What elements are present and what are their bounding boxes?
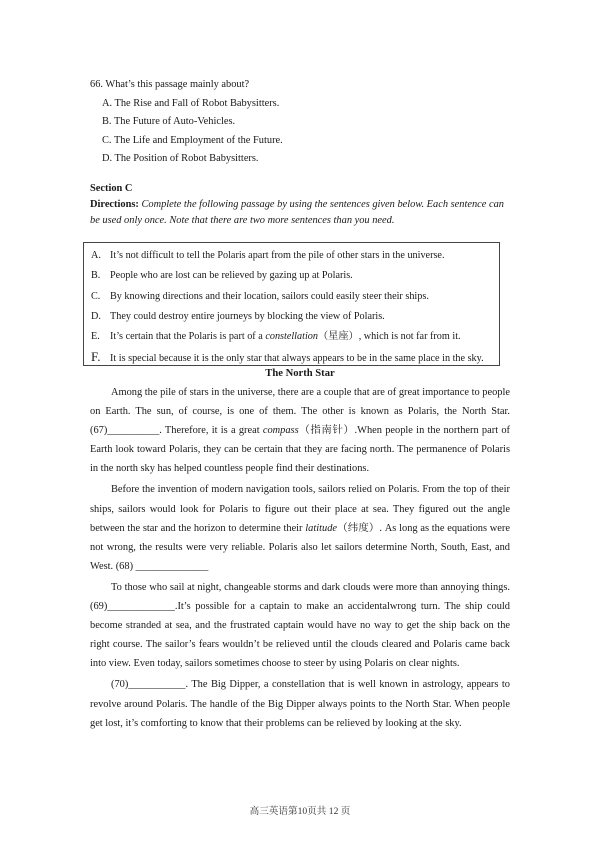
section-c <box>90 181 510 229</box>
sentence-choices-box <box>83 242 500 366</box>
choice-a <box>91 246 499 266</box>
choice-letter: C. <box>91 290 101 302</box>
choice-e <box>91 327 499 347</box>
question-stem: 66. What’s this passage mainly about? <box>90 79 250 90</box>
paragraph-4: (70)___________. The Big Dipper, a constellation that is well known in astrology, appears to revolve around Polaris. The handle of the Big Dipper always points to the North Star. When people get lost, it’s comforting to know that their problems can be relieved by looking at the sky. <box>90 679 510 729</box>
directions-label: Directions: <box>90 199 139 210</box>
choice-text: It’s certain that the Polaris is part of a <box>110 331 266 343</box>
passage-body <box>90 383 510 733</box>
choice-letter: E. <box>91 331 100 343</box>
paragraph-1 <box>90 383 510 478</box>
option-b: B. The Future of Auto-Vehicles. <box>102 116 236 127</box>
option-d: D. The Position of Robot Babysitters. <box>102 153 259 164</box>
directions <box>90 197 510 229</box>
choice-c <box>91 287 499 307</box>
choice-text: It is special because it is the only star that always appears to be in the same place in the sky. <box>110 353 484 365</box>
paragraph-text: Before the invention of modern navigation tools, sailors relied on Polaris. From the top of their ships, sailors would look for Polaris to figure out their place at sea. They figured out the angle between the star and the horizon to determine their <box>90 484 510 534</box>
passage-title: The North Star <box>265 368 335 379</box>
choice-italic-term: constellation <box>265 331 318 343</box>
choice-text-end: （星座）, which is not far from it. <box>317 331 461 343</box>
italic-term: compass <box>262 425 299 437</box>
paragraph-2 <box>90 480 510 575</box>
question-66 <box>90 76 283 169</box>
choice-b <box>91 266 499 286</box>
choice-letter: F. <box>91 349 101 365</box>
choice-text: People who are lost can be relieved by gazing up at Polaris. <box>110 270 353 282</box>
paragraph-text: Among the pile of stars in the universe, there are a couple that are of great importance to people on Earth. The sun, of course, is one of them. The other is known as Polaris, the North Star. (67)__________. Therefore, it is a great <box>90 387 510 437</box>
section-title: Section C <box>90 183 133 194</box>
choice-text: It’s not difficult to tell the Polaris apart from the pile of other stars in the universe. <box>110 250 445 261</box>
choice-letter: B. <box>91 270 101 282</box>
directions-text: Complete the following passage by using the sentences given below. Each sentence can be used only once. Note that there are two more sentences than you need. <box>90 199 504 226</box>
choice-letter: D. <box>91 310 101 322</box>
choice-letter: A. <box>91 250 101 261</box>
choice-f <box>91 347 499 369</box>
option-c: C. The Life and Employment of the Future. <box>102 134 283 146</box>
italic-term: latitude <box>305 522 338 534</box>
option-a: A. The Rise and Fall of Robot Babysitters. <box>102 97 280 109</box>
page-footer: 高三英语第10页共 12 页 <box>249 806 351 817</box>
choice-d <box>91 307 499 327</box>
choice-text: They could destroy entire journeys by blocking the view of Polaris. <box>110 310 385 322</box>
paragraph-text: （指南针）.When people in the northern part of Earth look toward Polaris, they can be certain that they are facing north. The permanence of Polaris in the north sky has helped countless people find their destinations. <box>90 425 510 475</box>
paragraph-3: To those who sail at night, changeable storms and dark clouds were more than annoying things.(69)_____________.It’s possible for a captain to make an accidentalwrong turn. The ship could become stranded at sea, and the frustrated captain would have no way to get the ship back on the right course. The sailor’s fears wouldn’t be relieved until the clouds cleared and Polaris came back into view. Even today, sailors sometimes choose to steer by using Polaris on clear nights. <box>90 581 510 670</box>
choice-text: By knowing directions and their location, sailors could easily steer their ships. <box>110 290 429 302</box>
paragraph-text: （纬度）. As long as the equations were not wrong, the results were very reliable. Polaris also let sailors determine North, South, East, and West. (68) ______________ <box>90 522 510 572</box>
